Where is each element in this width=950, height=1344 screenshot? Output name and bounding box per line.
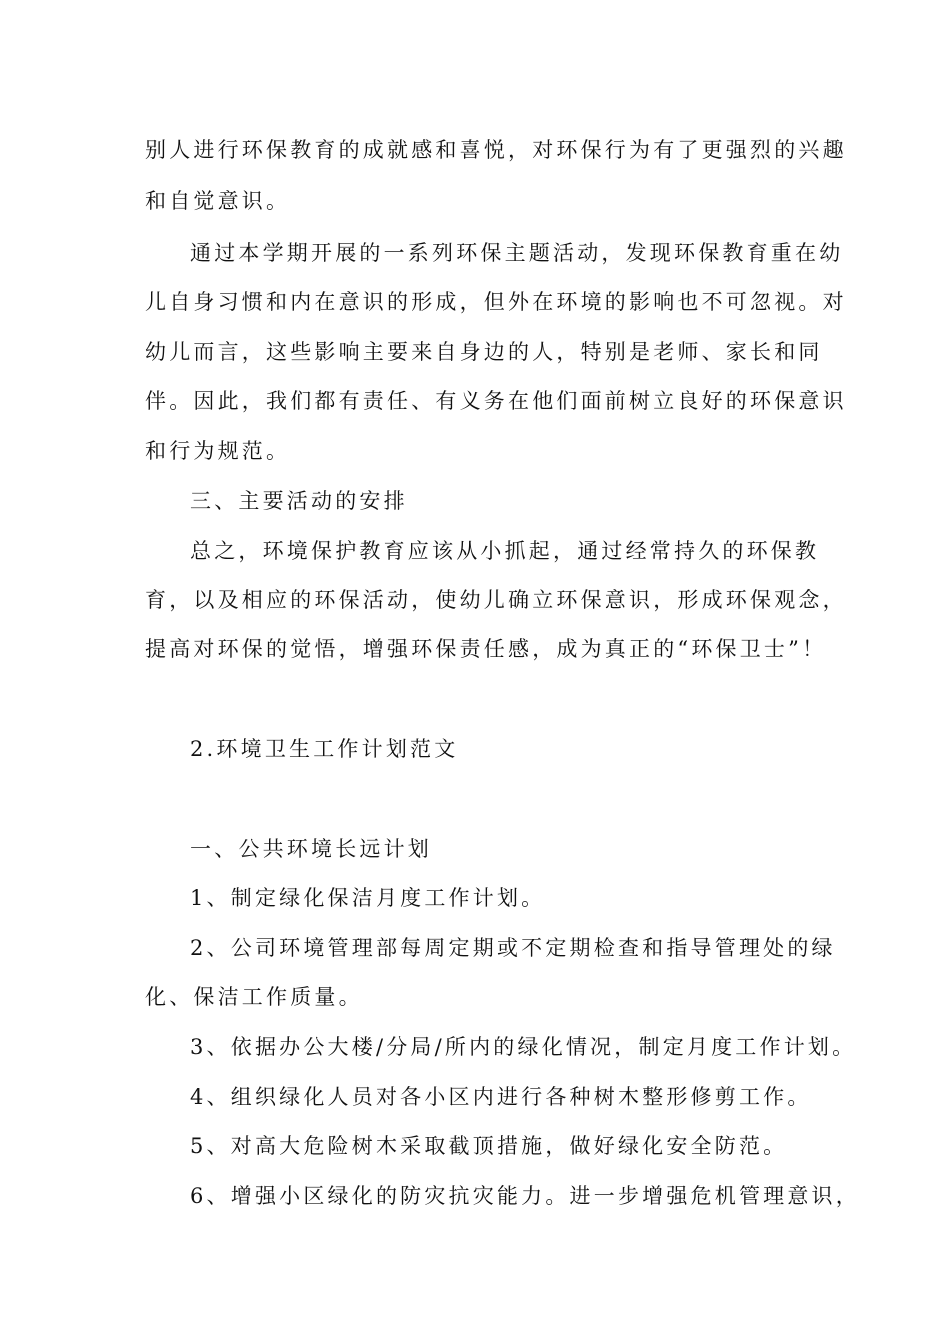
list-item-continuation: 化、保洁工作质量。 bbox=[145, 985, 363, 1009]
document-title: 2.环境卫生工作计划范文 bbox=[190, 737, 459, 761]
paragraph-line: 和行为规范。 bbox=[145, 439, 291, 463]
list-item: 6、增强小区绿化的防灾抗灾能力。进一步增强危机管理意识， bbox=[190, 1184, 860, 1208]
paragraph-line: 别人进行环保教育的成就感和喜悦，对环保行为有了更强烈的兴趣 bbox=[145, 138, 847, 162]
list-item: 2、公司环境管理部每周定期或不定期检查和指导管理处的绿 bbox=[190, 936, 836, 960]
paragraph-line: 通过本学期开展的一系列环保主题活动，发现环保教育重在幼 bbox=[190, 241, 844, 265]
paragraph-line: 提高对环保的觉悟，增强环保责任感，成为真正的“环保卫士”！ bbox=[145, 637, 827, 661]
paragraph-line: 伴。因此，我们都有责任、有义务在他们面前树立良好的环保意识 bbox=[145, 389, 847, 413]
list-item: 5、对高大危险树木采取截顶措施，做好绿化安全防范。 bbox=[190, 1134, 788, 1158]
list-item: 4、组织绿化人员对各小区内进行各种树木整形修剪工作。 bbox=[190, 1085, 812, 1109]
paragraph-line: 育，以及相应的环保活动，使幼儿确立环保意识，形成环保观念， bbox=[145, 588, 847, 612]
list-item: 1、制定绿化保洁月度工作计划。 bbox=[190, 886, 546, 910]
section-heading: 一、公共环境长远计划 bbox=[190, 837, 432, 861]
paragraph-line: 总之，环境保护教育应该从小抓起，通过经常持久的环保教 bbox=[190, 539, 820, 563]
paragraph-line: 幼儿而言，这些影响主要来自身边的人，特别是老师、家长和同 bbox=[145, 340, 823, 364]
list-item: 3、依据办公大楼/分局/所内的绿化情况，制定月度工作计划。 bbox=[190, 1035, 857, 1059]
paragraph-line: 和自觉意识。 bbox=[145, 189, 291, 213]
section-heading: 三、主要活动的安排 bbox=[190, 489, 408, 513]
paragraph-line: 儿自身习惯和内在意识的形成，但外在环境的影响也不可忽视。对 bbox=[145, 290, 847, 314]
